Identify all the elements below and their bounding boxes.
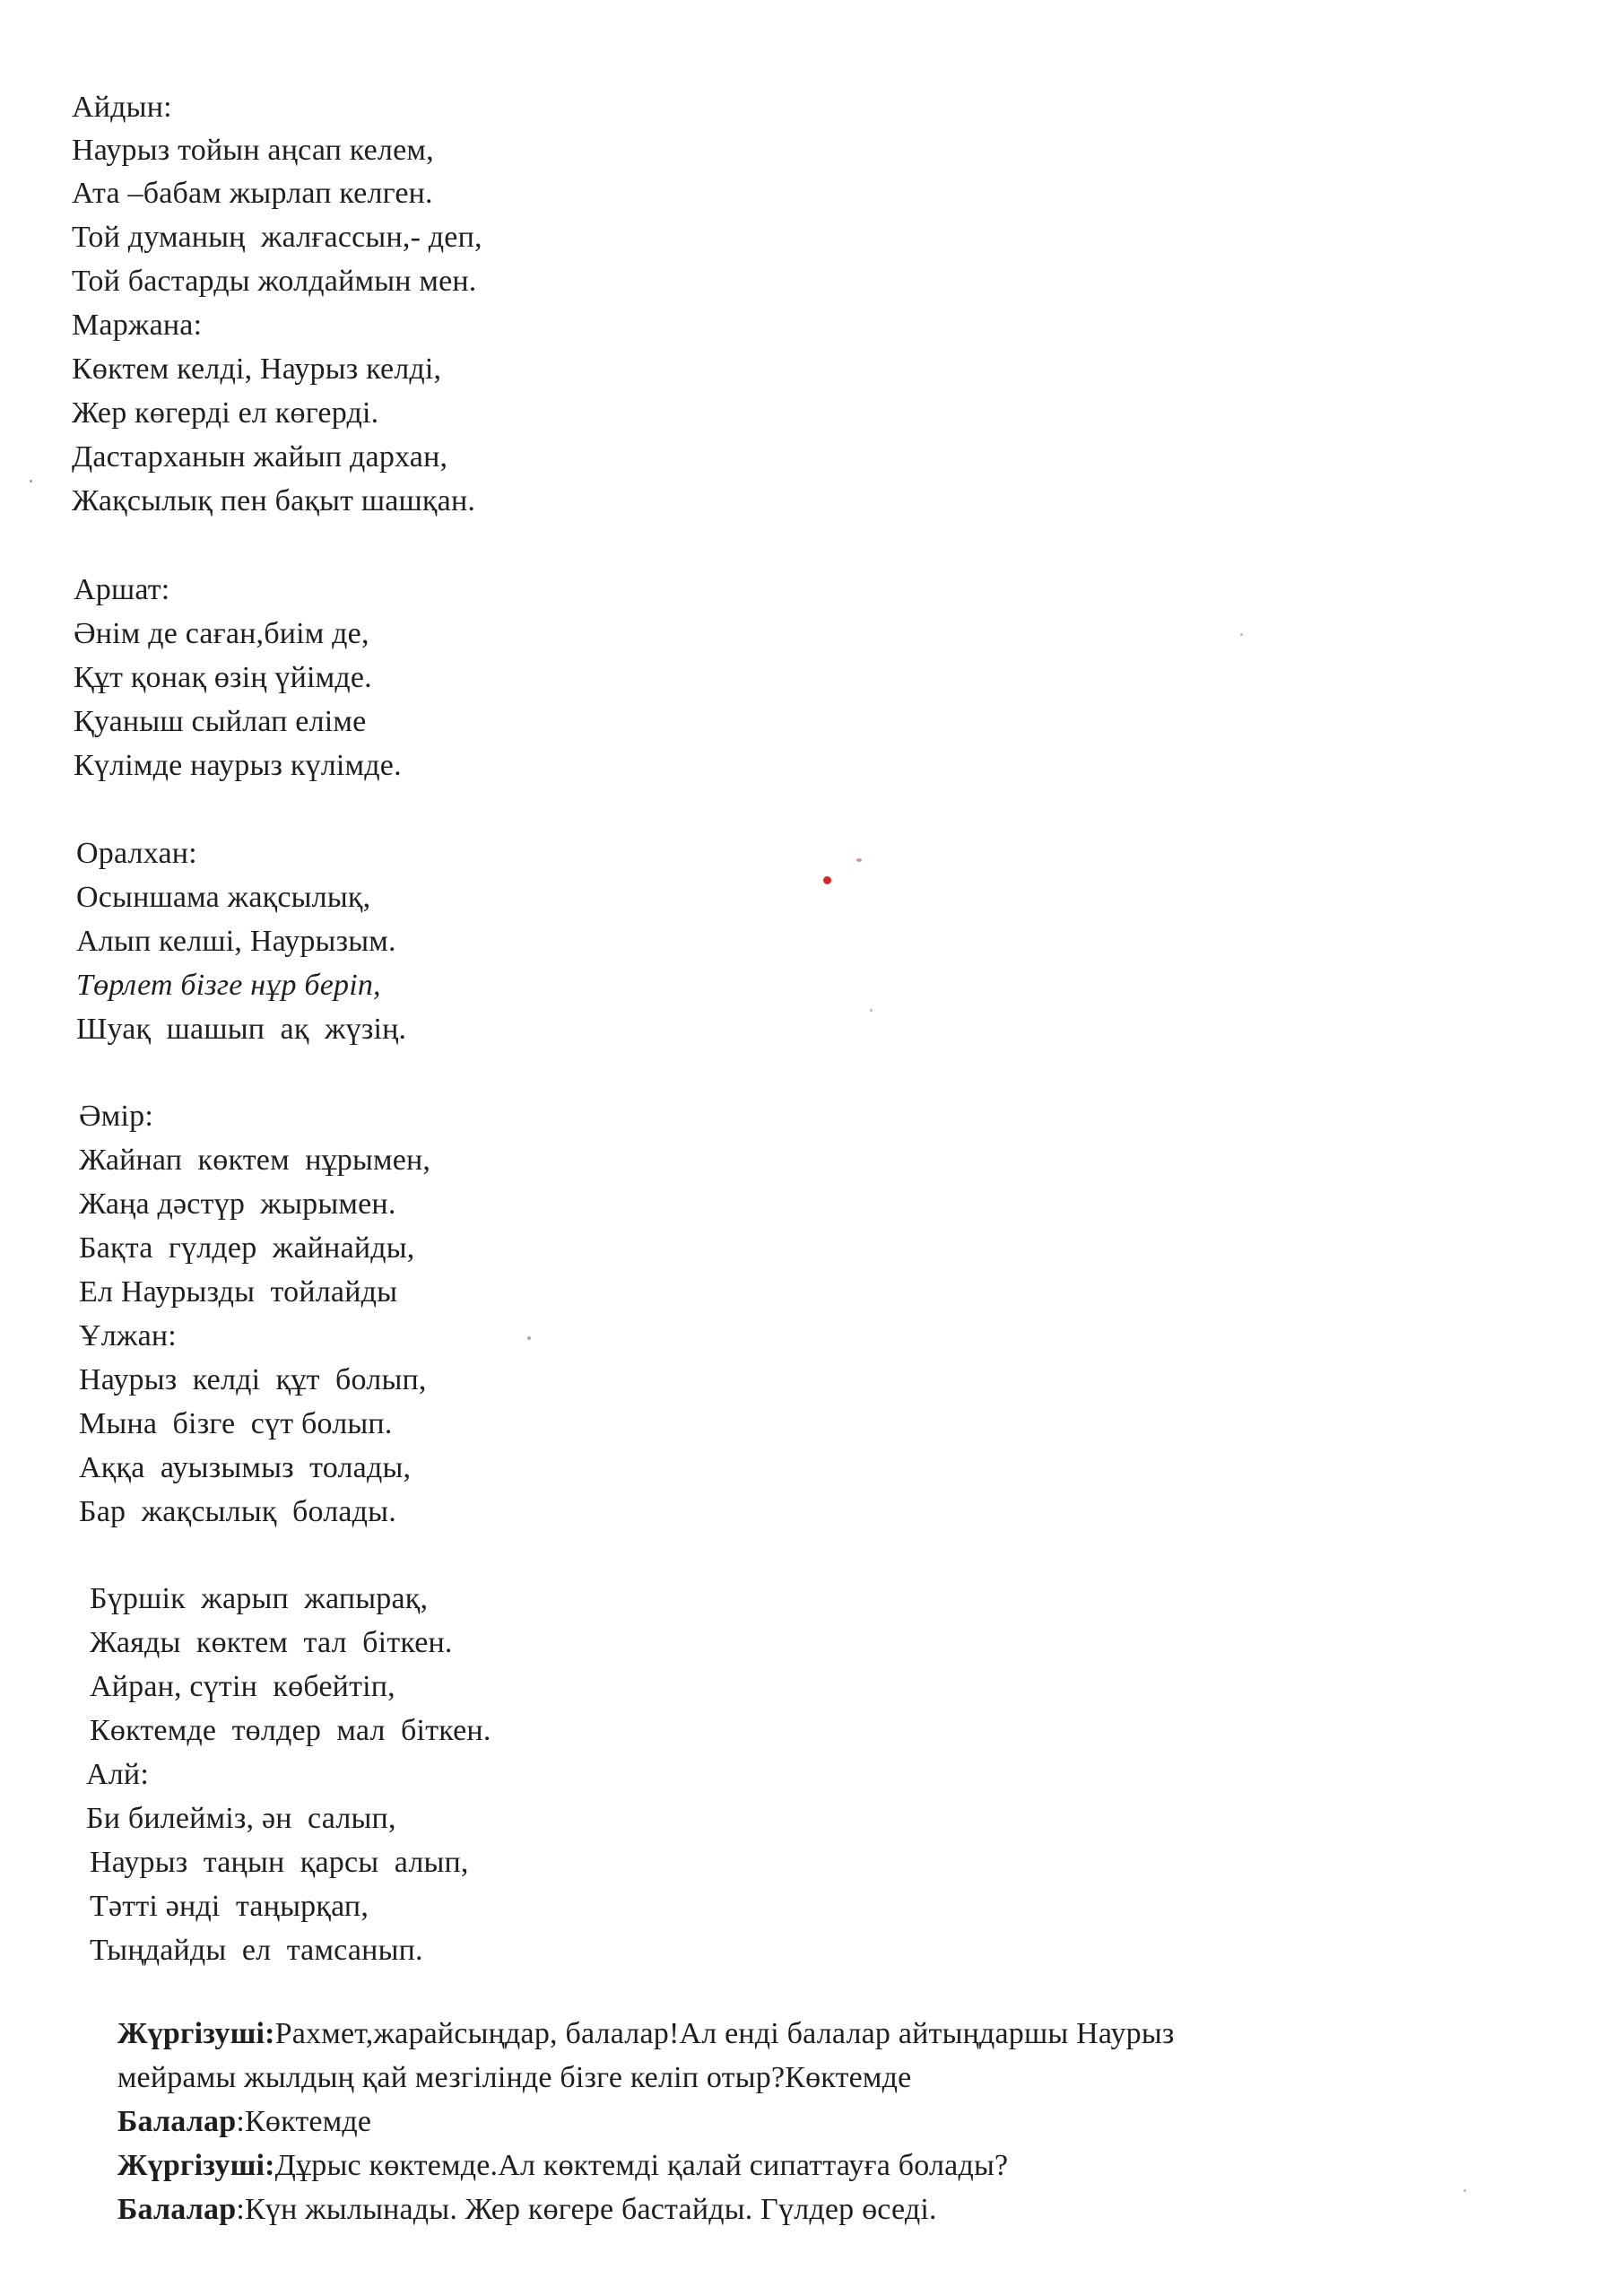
dust-speck xyxy=(1463,2189,1466,2192)
poem-line: Наурыз тойын аңсап келем, xyxy=(72,134,434,167)
poem-line: Көктем келді, Наурыз келді, xyxy=(72,352,442,386)
poem-line: Қуаныш сыйлап еліме xyxy=(74,705,367,738)
speaker-label: Оралхан: xyxy=(76,837,197,870)
dialogue-speaker: Жүргізуші: xyxy=(117,2149,275,2182)
dialogue-speaker: Балалар xyxy=(117,2193,237,2226)
poem-line: Ата –бабам жырлап келген. xyxy=(72,177,433,210)
poem-line: Ел Наурызды тойлайды xyxy=(79,1275,398,1309)
dust-speck xyxy=(1240,633,1243,636)
speaker-label: Аршат: xyxy=(74,573,170,606)
poem-line: Тыңдайды ел тамсанып. xyxy=(90,1934,423,1967)
poem-line: Күлімде наурыз күлімде. xyxy=(74,749,402,782)
speaker-label: Ұлжан: xyxy=(79,1319,177,1352)
poem-line: Би билейміз, ән салып, xyxy=(86,1802,396,1835)
dust-speck xyxy=(30,480,32,483)
poem-line: Көктемде төлдер мал біткен. xyxy=(90,1714,491,1747)
poem-line: Дастарханын жайып дархан, xyxy=(72,440,448,474)
poem-line: Тәтті әнді таңырқап, xyxy=(90,1890,369,1923)
speaker-label: Алй: xyxy=(86,1758,149,1791)
poem-line: Алып келші, Наурызым. xyxy=(76,925,396,958)
poem-line: Жер көгерді ел көгерді. xyxy=(72,396,379,430)
poem-line: Шуақ шашып ақ жүзің. xyxy=(76,1013,407,1046)
poem-line: Аққа ауызымыз толады, xyxy=(79,1451,412,1484)
poem-line: Осыншама жақсылық, xyxy=(76,881,371,914)
dialogue-text: :Күн жылынады. Жер көгере бастайды. Гүлдер өседі. xyxy=(236,2193,937,2226)
dialogue-text: мейрамы жылдың қай мезгілінде бізге келіп отыр?Көктемде xyxy=(117,2061,912,2094)
poem-line: Құт қонақ өзің үйімде. xyxy=(74,661,372,694)
dialogue-text: Рахмет,жарайсыңдар, балалар!Ал енді балалар айтыңдаршы Наурыз xyxy=(274,2017,1175,2050)
speaker-label: Әмір: xyxy=(79,1100,153,1133)
dialogue-text: Дұрыс көктемде.Ал көктемді қалай сипаттауға болады? xyxy=(274,2149,1009,2182)
poem-line: Жайнап көктем нұрымен, xyxy=(79,1144,431,1177)
dialogue-line xyxy=(86,2151,937,2269)
speaker-label: Айдын: xyxy=(72,91,172,124)
speaker-label: Маржана: xyxy=(72,309,203,342)
dust-speck xyxy=(870,1009,873,1012)
dialogue-text: :Көктемде xyxy=(236,2105,372,2138)
poem-line: Мына бізге сүт болып. xyxy=(79,1407,393,1440)
dust-speck xyxy=(527,1336,531,1340)
poem-line: Наурыз келді құт болып, xyxy=(79,1363,427,1396)
poem-line: Айран, сүтін көбейтіп, xyxy=(90,1670,395,1703)
poem-line: Жаңа дәстүр жырымен. xyxy=(79,1187,396,1221)
poem-line: Бүршік жарып жапырақ, xyxy=(90,1582,429,1615)
poem-line: Төрлет бізге нұр беріп, xyxy=(76,969,381,1002)
ink-speck xyxy=(823,876,831,884)
poem-line: Той думаның жалғассын,- деп, xyxy=(72,221,482,254)
poem-line: Той бастарды жолдаймын мен. xyxy=(72,265,477,298)
dialogue-speaker: Балалар xyxy=(117,2105,237,2138)
dialogue-speaker: Жүргізуші: xyxy=(117,2017,275,2050)
poem-line: Бар жақсылық болады. xyxy=(79,1495,396,1528)
poem-line: Әнім де саған,биім де, xyxy=(74,617,369,650)
poem-line: Жақсылық пен бақыт шашқан. xyxy=(72,484,476,517)
poem-line: Бақта гүлдер жайнайды, xyxy=(79,1231,415,1265)
poem-line: Жаяды көктем тал біткен. xyxy=(90,1626,453,1659)
poem-line: Наурыз таңын қарсы алып, xyxy=(90,1846,469,1879)
ink-speck xyxy=(856,858,862,862)
